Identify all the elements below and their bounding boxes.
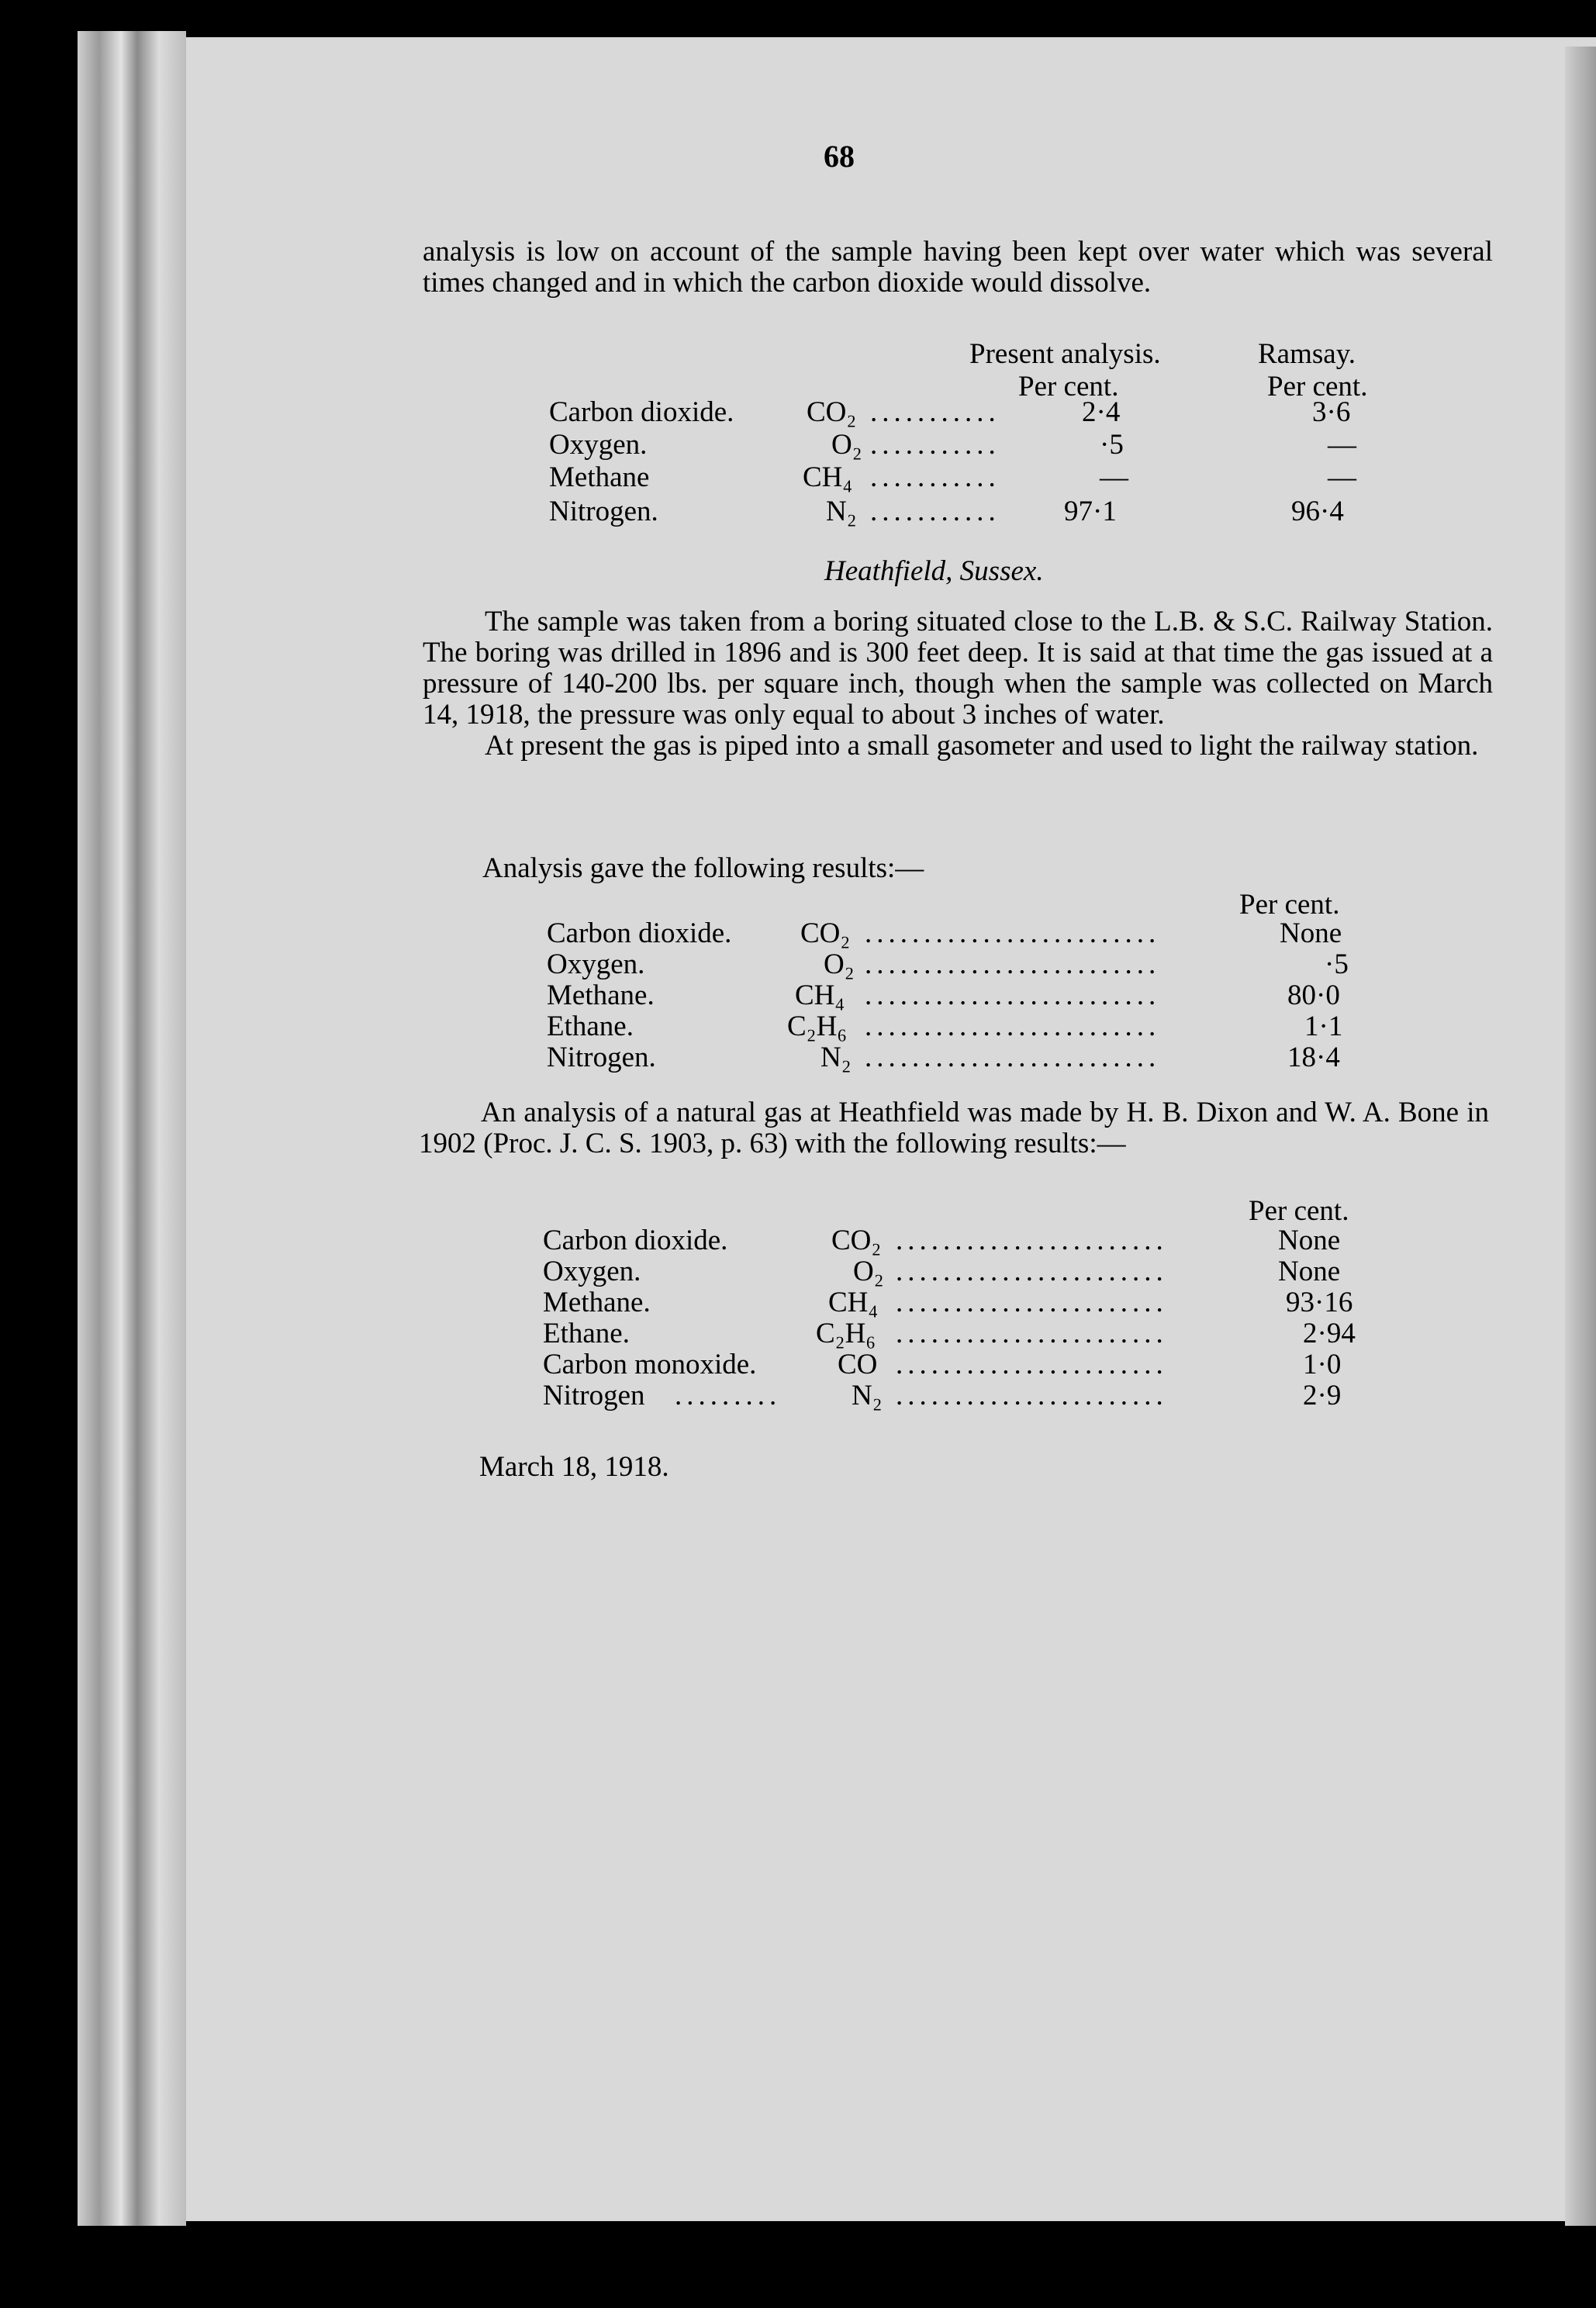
- table1-present-value: 2·4: [1082, 396, 1121, 428]
- table3-formula: C₂H₆: [816, 1318, 876, 1349]
- table2-formula: CH₄: [795, 980, 845, 1011]
- table1-ramsay-value: 3·6: [1312, 396, 1351, 428]
- dot-leader: .........................: [865, 980, 1161, 1011]
- dixon-bone-paragraph: [419, 1097, 1489, 1159]
- table2-value: ·5: [1325, 948, 1349, 980]
- dot-leader: .......................: [896, 1318, 1168, 1349]
- table2-formula: CO₂: [800, 917, 851, 949]
- table1-present-value: ·5: [1100, 429, 1124, 461]
- intro-text: analysis is low on account of the sample having been kept over water which was several times changed and in which the carbon dioxide would dissolve.: [423, 236, 1493, 299]
- table2-formula: N₂: [820, 1042, 852, 1073]
- table1-gas-name: Nitrogen.: [549, 496, 658, 527]
- intro-paragraph: [423, 237, 1493, 299]
- table1-ramsay-value: 96·4: [1291, 496, 1344, 527]
- table3-value: None: [1278, 1256, 1341, 1287]
- table2-value: None: [1280, 917, 1342, 949]
- table3-gas-name: Carbon monoxide.: [543, 1349, 757, 1380]
- dot-leader: ...........: [870, 496, 1000, 527]
- dot-leader: ...........: [870, 429, 1000, 461]
- table1-col1-unit: Per cent.: [1018, 371, 1119, 403]
- table2-gas-name: Oxygen.: [547, 948, 645, 980]
- table3-formula: CH₄: [828, 1287, 879, 1318]
- table2-value: 1·1: [1304, 1011, 1343, 1042]
- boring-description: [423, 606, 1493, 762]
- table3-value: 1·0: [1303, 1349, 1342, 1380]
- dot-leader: .......................: [896, 1349, 1168, 1380]
- dot-leader: .........................: [865, 948, 1161, 980]
- table3-formula: CO: [838, 1349, 878, 1380]
- table2-gas-name: Carbon dioxide.: [547, 917, 732, 949]
- table1-formula: N₂: [826, 496, 857, 527]
- analysis-intro: Analysis gave the following results:—: [482, 852, 924, 884]
- table2-value: 18·4: [1287, 1042, 1340, 1073]
- dot-leader: .........................: [865, 1011, 1161, 1042]
- page-right-edge: [1565, 47, 1596, 2226]
- table3-value: 2·9: [1303, 1380, 1342, 1411]
- table3-value: None: [1278, 1225, 1341, 1256]
- table2-gas-name: Methane.: [547, 980, 655, 1011]
- dot-leader: ...........: [870, 461, 1000, 493]
- table3-formula: N₂: [852, 1380, 883, 1411]
- table1-gas-name: Oxygen.: [549, 429, 648, 461]
- table2-gas-name: Ethane.: [547, 1011, 634, 1042]
- table1-formula: CH₄: [803, 461, 853, 493]
- paragraph-gasometer: At present the gas is piped into a small gasometer and used to light the railway station.: [485, 730, 1479, 762]
- table2-unit-header: Per cent.: [1239, 889, 1340, 921]
- dot-leader: .........................: [865, 1042, 1161, 1073]
- table1-formula: O₂: [831, 429, 862, 461]
- date-line: March 18, 1918.: [479, 1451, 669, 1483]
- table3-gas-name: Ethane.: [543, 1318, 630, 1349]
- table2-formula: O₂: [824, 948, 855, 980]
- dot-leader: .........: [675, 1380, 782, 1411]
- table1-gas-name: Carbon dioxide.: [549, 396, 734, 428]
- table3-gas-name: Nitrogen: [543, 1380, 645, 1411]
- dot-leader: .......................: [896, 1380, 1168, 1411]
- table1-col2-unit: Per cent.: [1267, 371, 1368, 403]
- section-heading: Heathfield, Sussex.: [824, 555, 1044, 587]
- table1-present-value: 97·1: [1064, 496, 1117, 527]
- table3-gas-name: Oxygen.: [543, 1256, 641, 1287]
- table3-unit-header: Per cent.: [1249, 1195, 1349, 1227]
- dot-leader: .......................: [896, 1225, 1168, 1256]
- table1-gas-name: Methane: [549, 461, 650, 493]
- table2-gas-name: Nitrogen.: [547, 1042, 656, 1073]
- table3-value: 2·94: [1303, 1318, 1356, 1349]
- table1-col2-header: Ramsay.: [1258, 338, 1356, 370]
- paragraph-dixon-bone: An analysis of a natural gas at Heathfield was made by H. B. Dixon and W. A. Bone in 1902 (Proc. J. C. S. 1903, p. 63) with the following results:—: [419, 1097, 1489, 1159]
- table2-value: 80·0: [1287, 980, 1340, 1011]
- table1-ramsay-value: —: [1328, 429, 1356, 461]
- table3-value: 93·16: [1286, 1287, 1353, 1318]
- table1-col1-header: Present analysis.: [969, 338, 1161, 370]
- table3-gas-name: Methane.: [543, 1287, 651, 1318]
- table1-ramsay-value: —: [1328, 461, 1356, 493]
- table1-present-value: —: [1100, 461, 1128, 493]
- dot-leader: .........................: [865, 917, 1161, 949]
- table3-formula: CO₂: [831, 1225, 882, 1256]
- table3-formula: O₂: [853, 1256, 884, 1287]
- table2-formula: C₂H₆: [787, 1011, 848, 1042]
- table1-formula: CO₂: [807, 396, 857, 428]
- book-spine-edge: [78, 31, 186, 2226]
- table3-gas-name: Carbon dioxide.: [543, 1225, 728, 1256]
- paragraph-boring: The sample was taken from a boring situated close to the L.B. & S.C. Railway Station. The boring was drilled in 1896 and is 300 feet deep. It is said at that time the gas issued at a pressure of 140-200 lbs. per square inch, though when the sample was collected on March 14, 1918, the pressure was only equal to about 3 inches of water.: [423, 606, 1493, 731]
- dot-leader: ...........: [870, 396, 1000, 428]
- dot-leader: .......................: [896, 1256, 1168, 1287]
- page-number: 68: [824, 139, 855, 174]
- dot-leader: .......................: [896, 1287, 1168, 1318]
